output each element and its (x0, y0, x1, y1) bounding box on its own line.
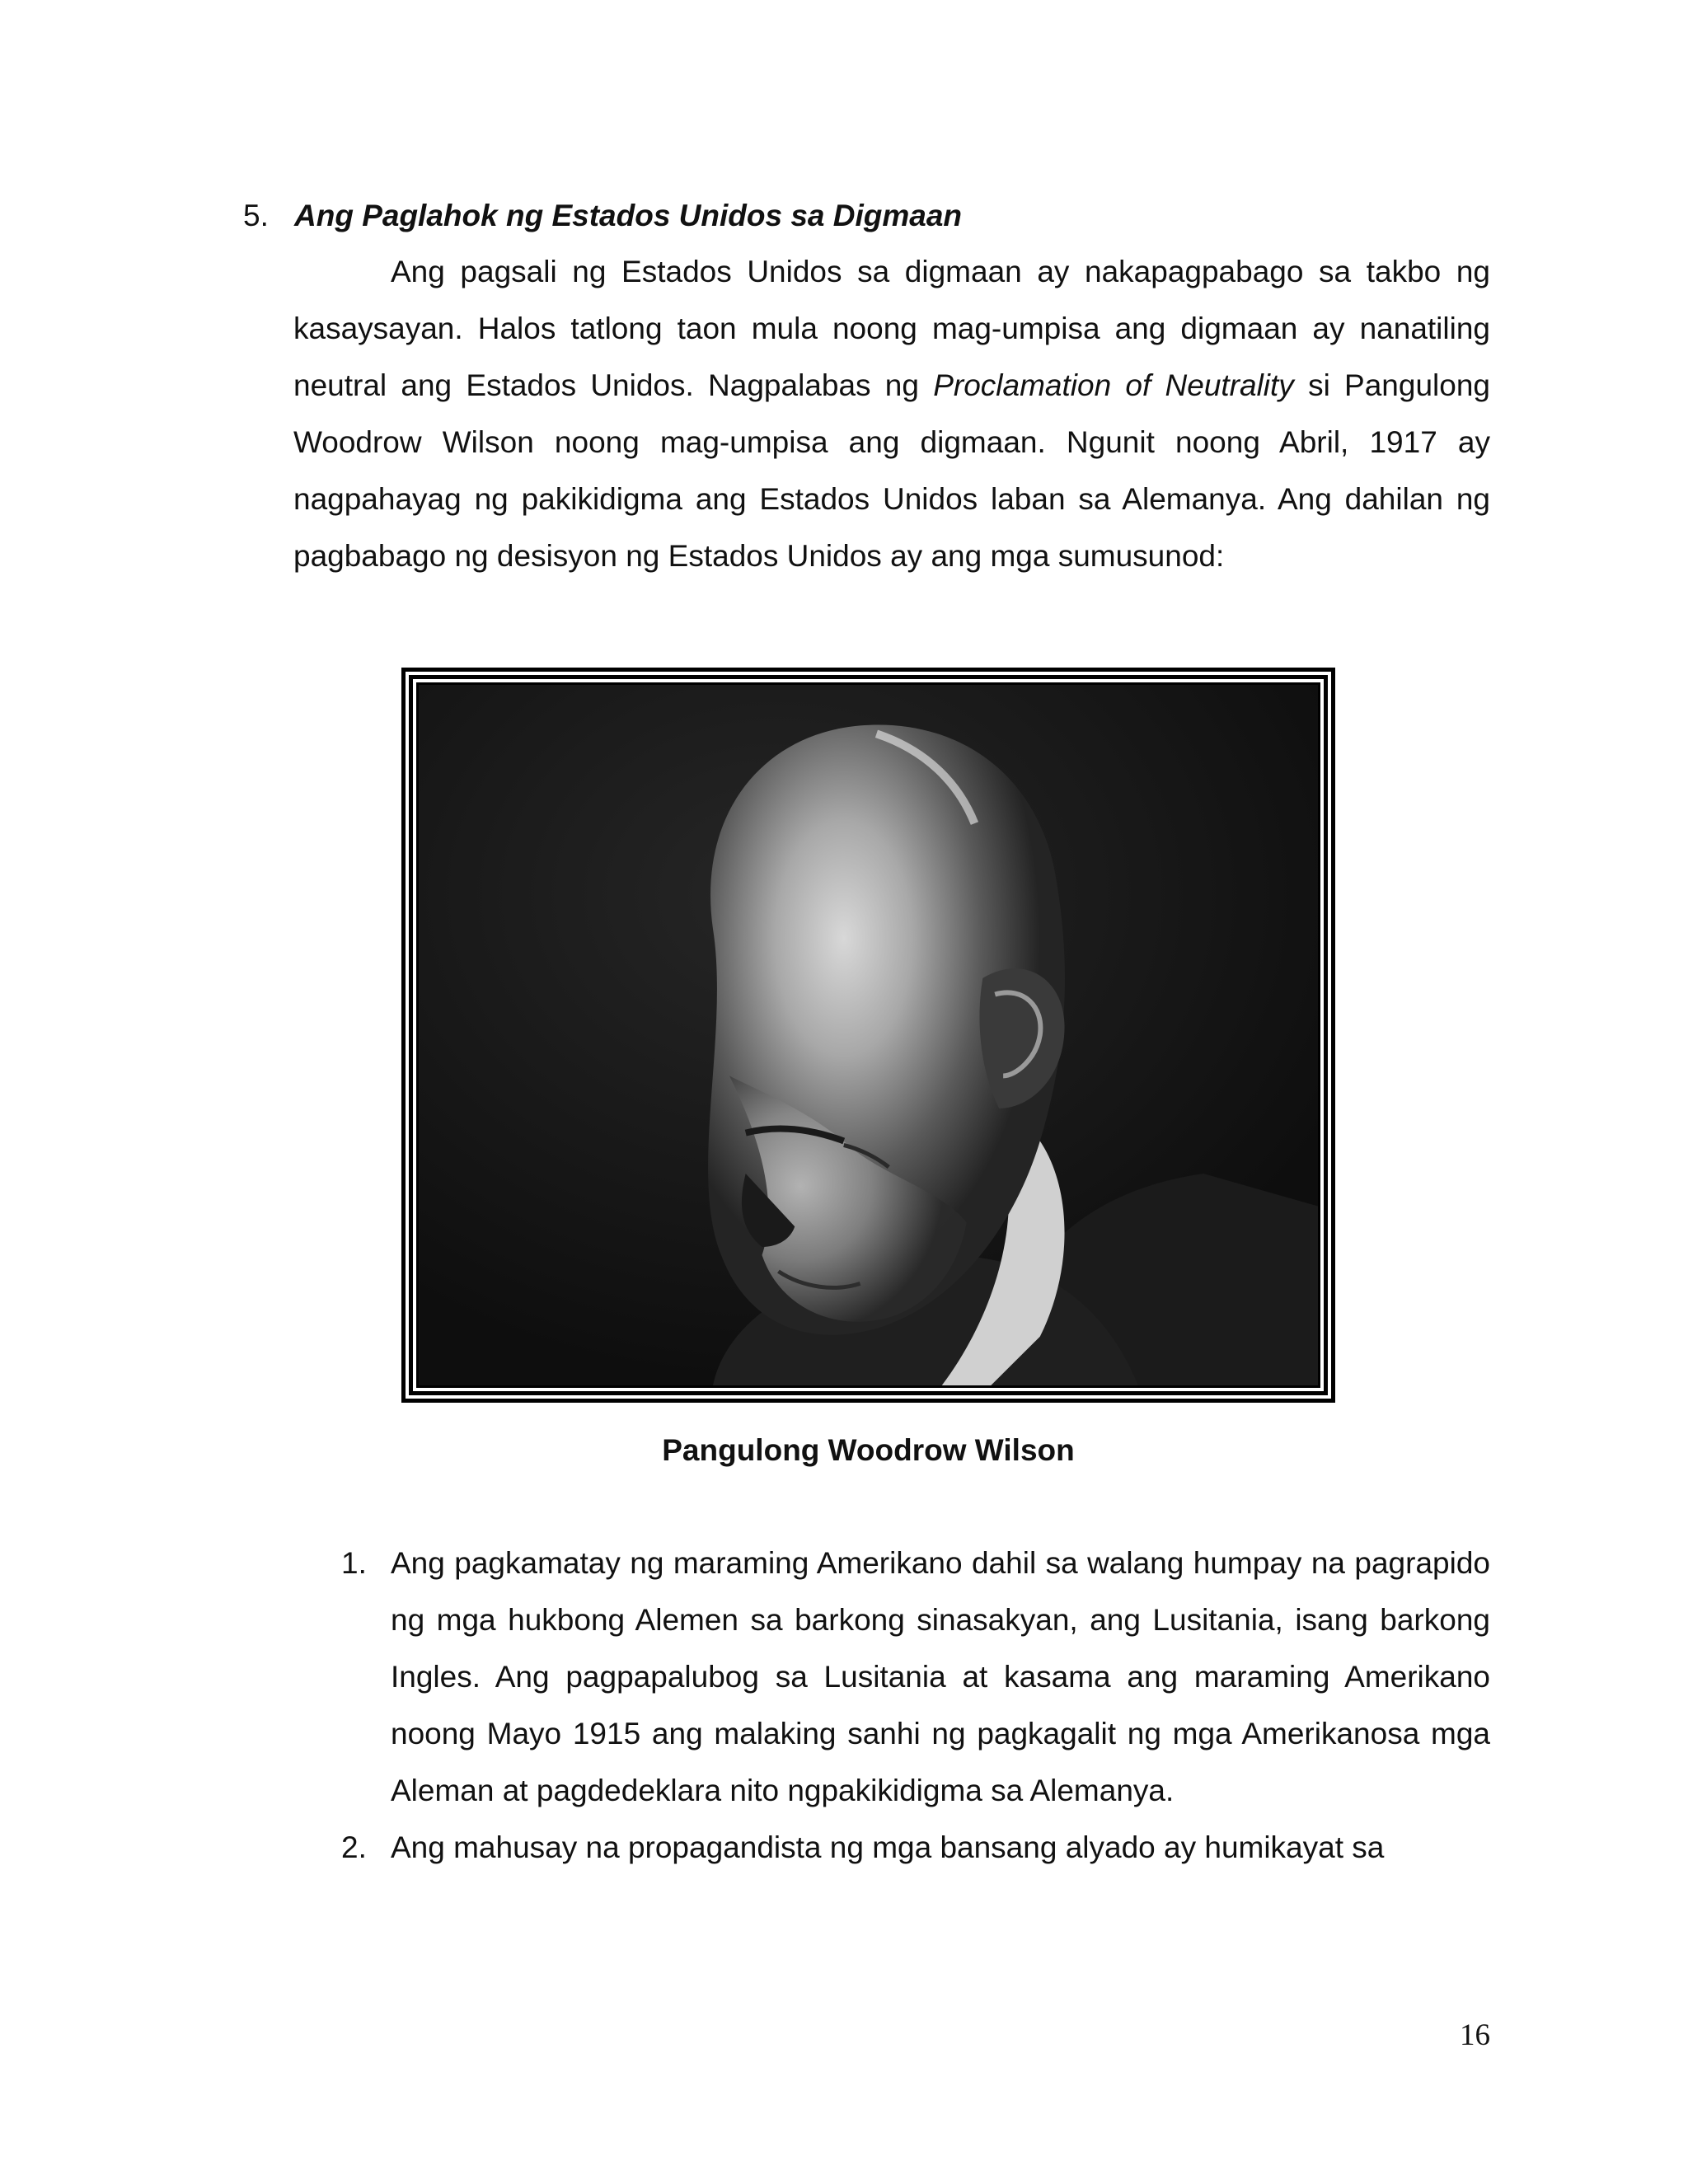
portrait-photo (416, 682, 1320, 1388)
section-number: 5. (243, 199, 269, 232)
portrait-photo-frame (401, 668, 1335, 1403)
intro-text-before: Ang pagsali ng Estados Unidos sa digmaan ay nakapagpabago sa takbo ng kasaysayan. Halos tatlong taon mula noong mag-umpisa ang digmaan ay nanatiling neutral ang Estados Unidos. Nagpalabas ng (293, 255, 1490, 402)
figure-caption: Pangulong Woodrow Wilson (662, 1433, 1075, 1467)
portrait-image (419, 685, 1318, 1385)
list-item (341, 1819, 1490, 1876)
reasons-list (341, 1535, 1490, 1876)
list-item (341, 1535, 1490, 1819)
list-item-number: 1. (341, 1546, 367, 1580)
list-item-text: Ang pagkamatay ng maraming Amerikano dahil sa walang humpay na pagrapido ng mga hukbong Alemen sa barkong sinasakyan, ang Lusitania, isang barkong Ingles. Ang pagpapalubog sa Lusitania at kasama ang maraming Amerikano noong Mayo 1915 ang malaking sanhi ng pagkagalit ng mga Amerikanosa mga Aleman at pagdedeklara nito ngpakikidigma sa Alemanya. (391, 1546, 1490, 1807)
intro-paragraph (293, 243, 1490, 584)
list-item-number: 2. (341, 1830, 367, 1864)
intro-text-after: si Pangulong Woodrow Wilson noong mag-umpisa ang digmaan. Ngunit noong Abril, 1917 ay nagpahayag ng pakikidigma ang Estados Unidos laban sa Alemanya. Ang dahilan ng pagbabago ng desisyon ng Estados Unidos ay ang mga sumusunod: (293, 368, 1490, 573)
intro-emphasis: Proclamation of Neutrality (933, 368, 1294, 402)
page-number: 16 (1460, 2018, 1490, 2052)
section-heading (243, 194, 962, 237)
list-item-text: Ang mahusay na propagandista ng mga bansang alyado ay humikayat sa (391, 1830, 1385, 1864)
section-title: Ang Paglahok ng Estados Unidos sa Digmaan (294, 199, 963, 232)
